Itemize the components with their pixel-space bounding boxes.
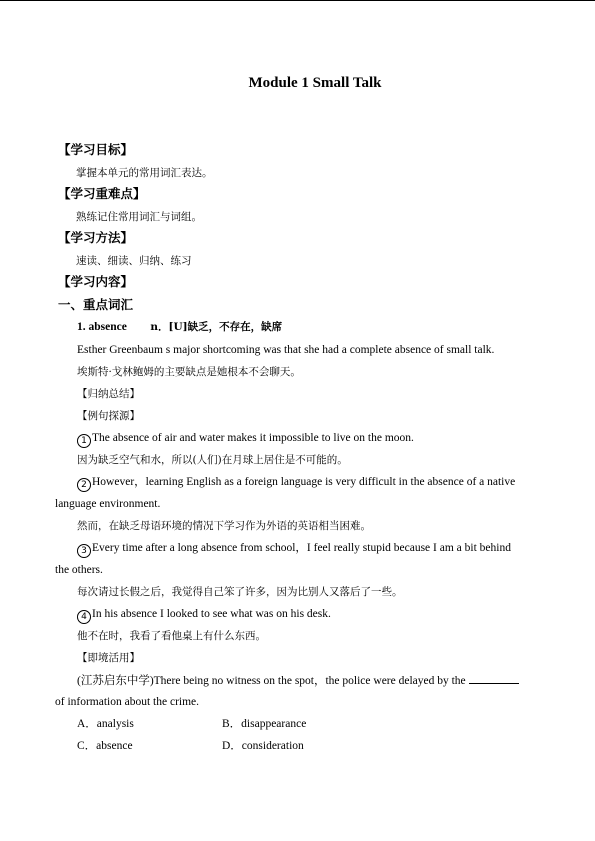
goals-heading: 【学习目标】 xyxy=(58,142,134,157)
example-3-en-continued: the others. xyxy=(55,564,103,576)
example-3-zh: 每次请过长假之后，我觉得自己笨了许多，因为比别人又落后了一些。 xyxy=(77,586,403,598)
example-4-zh: 他不在时，我看了看他桌上有什么东西。 xyxy=(77,630,266,642)
option-c: C．absence xyxy=(77,740,133,752)
circled-number-4: 4 xyxy=(77,610,91,624)
summary-label: 【归纳总结】 xyxy=(77,388,140,400)
entry-example-en: Esther Greenbaum s major shortcoming was that she had a complete absence of small talk. xyxy=(77,344,495,356)
circled-number-2: 2 xyxy=(77,478,91,492)
vocab-section-heading: 一、重点词汇 xyxy=(58,297,134,312)
practice-question-continued: of information about the crime. xyxy=(55,696,200,708)
examples-label: 【例句探源】 xyxy=(77,410,140,422)
example-2-en: 2 However，learning English as a foreign language is very difficult in the absence of a native xyxy=(77,475,515,492)
option-b: B．disappearance xyxy=(222,718,307,730)
option-a: A．analysis xyxy=(77,718,134,730)
example-1-en: 1 The absence of air and water makes it impossible to live on the moon. xyxy=(77,431,414,448)
content-heading: 【学习内容】 xyxy=(58,274,134,289)
vocab-entry xyxy=(77,320,282,334)
example-1-zh: 因为缺乏空气和水，所以(人们)在月球上居住是不可能的。 xyxy=(77,454,348,466)
goals-text: 掌握本单元的常用词汇表达。 xyxy=(76,167,213,179)
key-points-text: 熟练记住常用词汇与词组。 xyxy=(76,211,202,223)
circled-number-3: 3 xyxy=(77,544,91,558)
entry-definition: n．[U]缺乏，不存在，缺席 xyxy=(150,321,283,333)
answer-blank xyxy=(469,673,519,684)
practice-question: (江苏启东中学)There being no witness on the spot，the police were delayed by the xyxy=(77,673,519,688)
document-title: Module 1 Small Talk xyxy=(248,75,382,91)
key-points-heading: 【学习重难点】 xyxy=(58,186,146,201)
example-2-zh: 然而，在缺乏母语环境的情况下学习作为外语的英语相当困难。 xyxy=(77,520,371,532)
method-heading: 【学习方法】 xyxy=(58,230,134,245)
option-d: D．consideration xyxy=(222,740,304,752)
example-3-en: 3 Every time after a long absence from school，I feel really stupid because I am a bit behind xyxy=(77,541,511,558)
entry-example-zh: 埃斯特·戈林鲍姆的主要缺点是她根本不会聊天。 xyxy=(77,366,301,378)
example-2-en-continued: language environment. xyxy=(55,498,161,510)
circled-number-1: 1 xyxy=(77,434,91,448)
method-text: 速读、细读、归纳、练习 xyxy=(76,255,192,267)
entry-word: 1. absence xyxy=(77,321,127,333)
example-4-en: 4 In his absence I looked to see what was on his desk. xyxy=(77,607,331,624)
practice-label: 【即境活用】 xyxy=(77,652,140,664)
